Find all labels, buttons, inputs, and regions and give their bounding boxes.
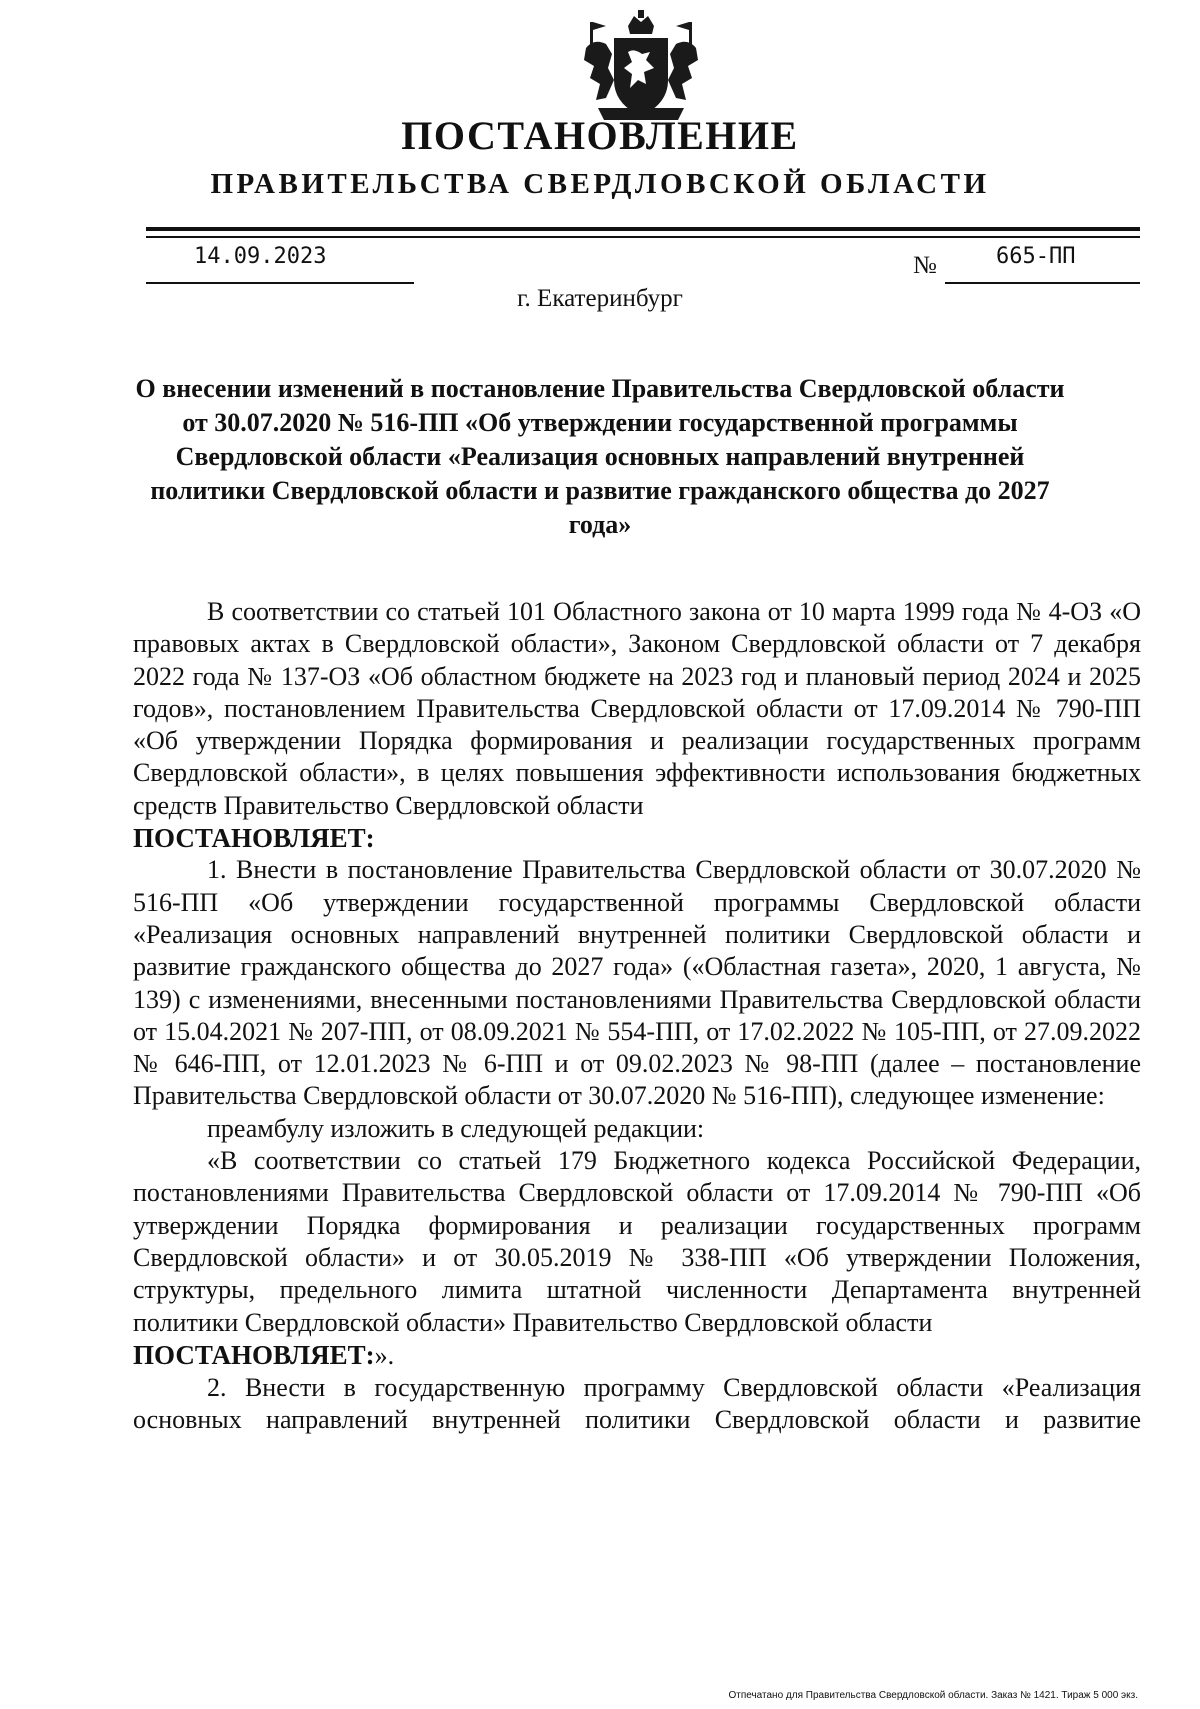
document-city: г. Екатеринбург <box>517 285 683 312</box>
number-underline <box>945 282 1140 284</box>
coat-of-arms-icon <box>576 8 706 128</box>
document-title: ПОСТАНОВЛЕНИЕ <box>401 113 799 158</box>
print-footer: Отпечатано для Правительства Свердловской области. Заказ № 1421. Тираж 5 000 экз. <box>728 1690 1138 1701</box>
document-body <box>133 596 1141 1437</box>
item-2-paragraph: 2. Внести в государственную программу Свердловской области «Реализация основных направлений внутренней политики Свердловской области и развитие <box>133 1373 1141 1435</box>
number-sign: № <box>913 252 937 279</box>
header-divider-thick <box>146 227 1140 231</box>
date-underline <box>146 282 414 284</box>
header-divider-thin <box>146 236 1140 238</box>
item-1-paragraph: 1. Внести в постановление Правительства Свердловской области от 30.07.2020 № 516-ПП «Об утверждении государственной программы Свердловской области «Реализация основных направлений внутренней политики Свердловской области и развитие гражданского общества до 2027 года» («Областная газета», 2020, 1 августа, № 139) с изменениями, внесенными постановлениями Правительства Свердловской области от 15.04.2021 № 207-ПП, от 08.09.2021 № 554-ПП, от 17.02.2022 № 105-ПП, от 27.09.2022 № 646-ПП, от 12.01.2023 № 6-ПП и от 09.02.2023 № 98-ПП (далее – постановление Правительства Свердловской области от 30.07.2020 № 516-ПП), следующее изменение: <box>133 855 1141 1111</box>
quoted-resolve-heading: ПОСТАНОВЛЯЕТ: <box>133 1339 375 1370</box>
document-date: 14.09.2023 <box>194 244 327 269</box>
quote-close: ». <box>374 1340 395 1370</box>
document-subtitle: ПРАВИТЕЛЬСТВА СВЕРДЛОВСКОЙ ОБЛАСТИ <box>210 168 990 200</box>
quoted-preamble: «В соответствии со статьей 179 Бюджетного кодекса Российской Федерации, постановлениями Правительства Свердловской области от 17.09.2014 № 790-ПП «Об утверждении Порядка формирования и реализации государственных программ Свердловской области» и от 30.05.2019 № 338-ПП «Об утверждении Положения, структуры, предельного лимита штатной численности Департамента внутренней политики Свердловской области» Правительство Свердловской области <box>133 1146 1141 1337</box>
quoted-resolve-line <box>133 1339 1141 1372</box>
resolve-heading: ПОСТАНОВЛЯЕТ: <box>133 823 375 854</box>
intro-paragraph: В соответствии со статьей 101 Областного закона от 10 марта 1999 года № 4-ОЗ «О правовых актах в Свердловской области», Законом Свердловской области от 7 декабря 2022 года № 137-ОЗ «Об областном бюджете на 2023 год и плановый период 2024 и 2025 годов», постановлением Правительства Свердловской области от 17.09.2014 № 790-ПП «Об утверждении Порядка формирования и реализации государственных программ Свердловской области», в целях повышения эффективности использования бюджетных средств Правительство Свердловской области <box>133 597 1141 820</box>
document-number: 665-ПП <box>996 244 1076 269</box>
document-heading: О внесении изменений в постановление Правительства Свердловской области от 30.07.2020 № 516-ПП «Об утверждении государственной программы Свердловской области «Реализация основных направлений внутренней политики Свердловской области и развитие гражданского общества до 2027 года» <box>135 374 1065 539</box>
preamble-intro: преамбулу изложить в следующей редакции: <box>207 1113 705 1143</box>
